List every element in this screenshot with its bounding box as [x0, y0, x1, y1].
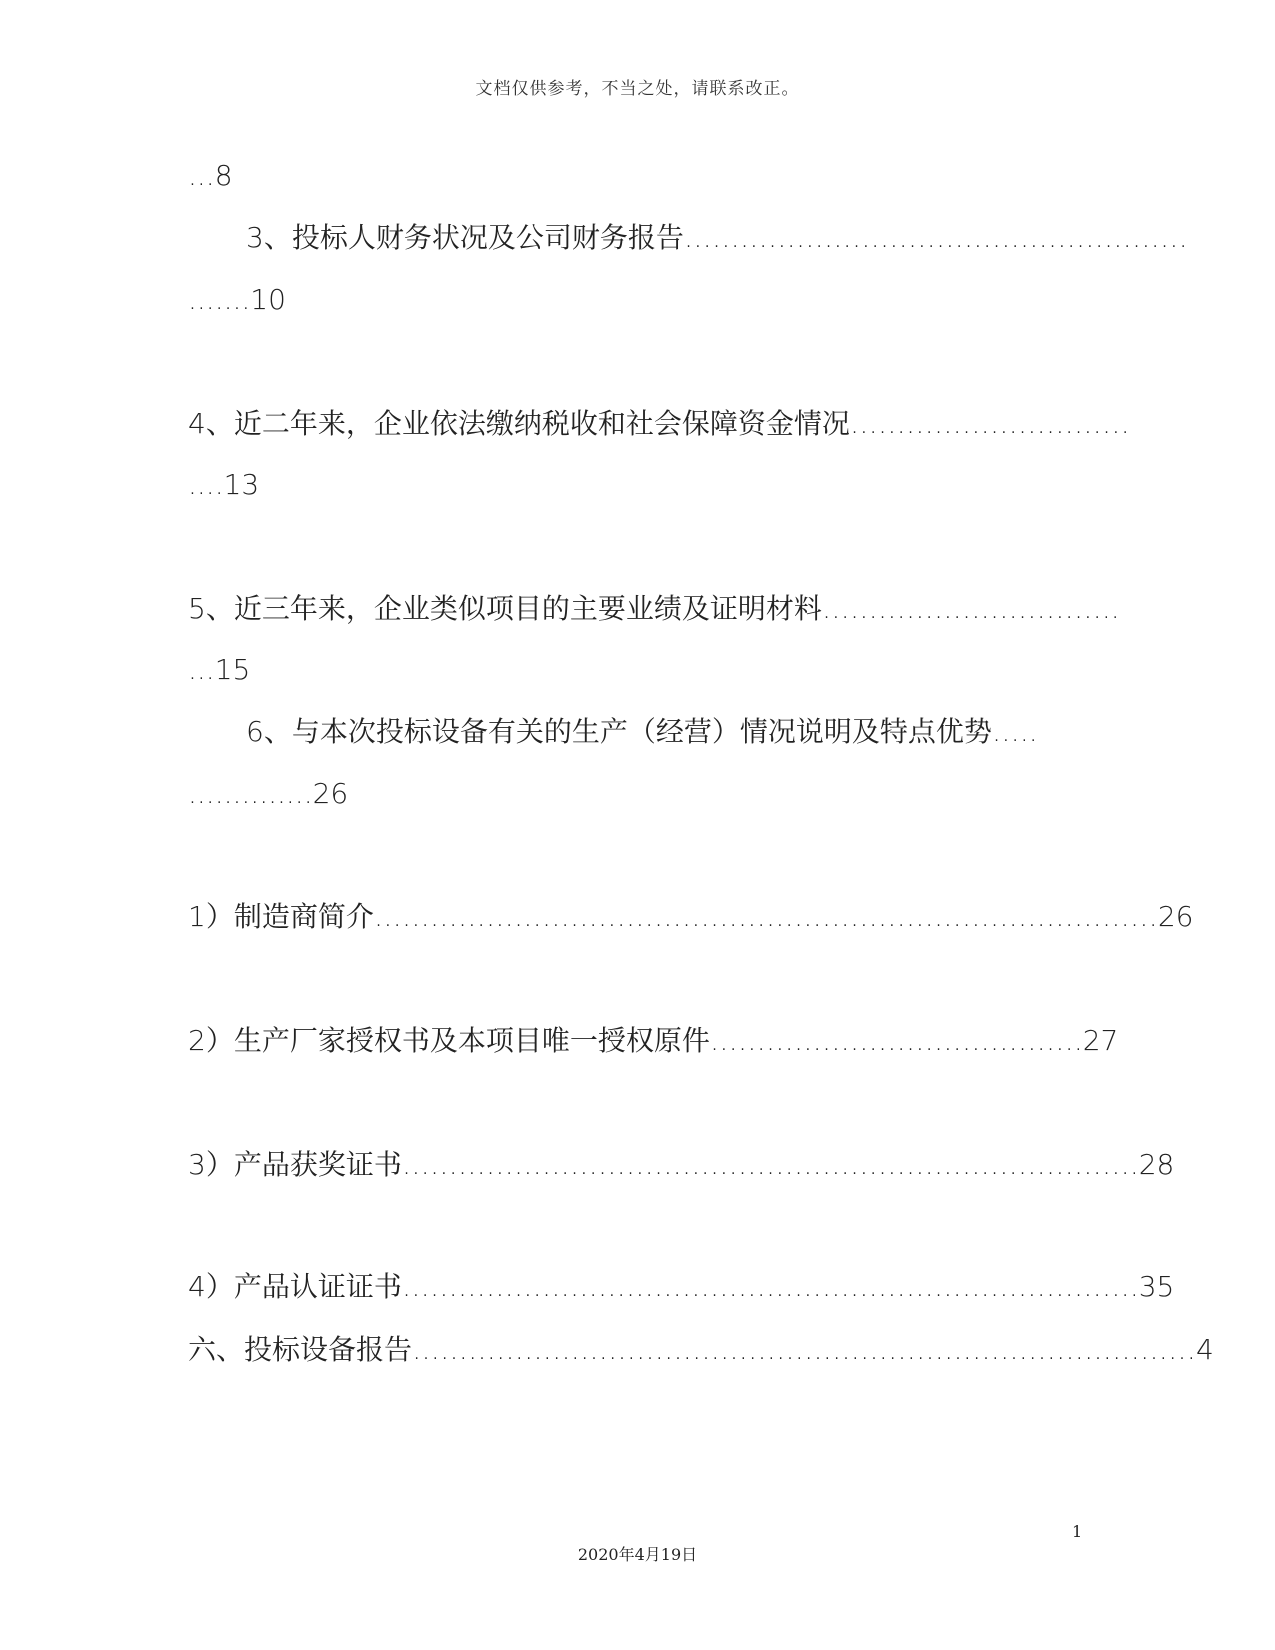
toc-entry-3-financial-report: 3、投标人财务状况及公司财务报告………………………………………………: [246, 221, 1188, 254]
toc-section-6-equipment-report: 六、投标设备报告…………………………………………………………………………4: [188, 1333, 1214, 1366]
toc-line-continuation-8: ...8: [188, 159, 233, 192]
toc-subentry-4-certification: 4）产品认证证书…………………………………………………………………….35: [188, 1270, 1175, 1303]
toc-entry-4-tax-social-security: 4、近二年来，企业依法缴纳税收和社会保障资金情况…………………………: [188, 407, 1130, 440]
toc-line-continuation-15: ...15: [188, 653, 251, 686]
header-disclaimer: 文档仅供参考，不当之处，请联系改正。: [475, 79, 800, 99]
toc-entry-5-project-performance: 5、近三年来，企业类似项目的主要业绩及证明材料…………………………..: [188, 592, 1120, 625]
toc-subentry-1-manufacturer-intro: 1）制造商简介…………………………………………………………………………26: [188, 900, 1194, 933]
toc-subentry-3-award-certificates: 3）产品获奖证书…………………………………………………………………….28: [188, 1148, 1175, 1181]
footer-date: 2020年4月19日: [577, 1545, 698, 1564]
toc-line-continuation-10: .......10: [188, 283, 286, 316]
toc-line-continuation-13: ....13: [188, 468, 260, 501]
toc-entry-6-production-advantages: 6、与本次投标设备有关的生产（经营）情况说明及特点优势…..: [246, 715, 1038, 748]
toc-subentry-2-authorization: 2）生产厂家授权书及本项目唯一授权原件………………………………….27: [188, 1024, 1119, 1057]
toc-line-continuation-26: ..............26: [188, 777, 349, 810]
page-number: 1: [1072, 1522, 1083, 1541]
